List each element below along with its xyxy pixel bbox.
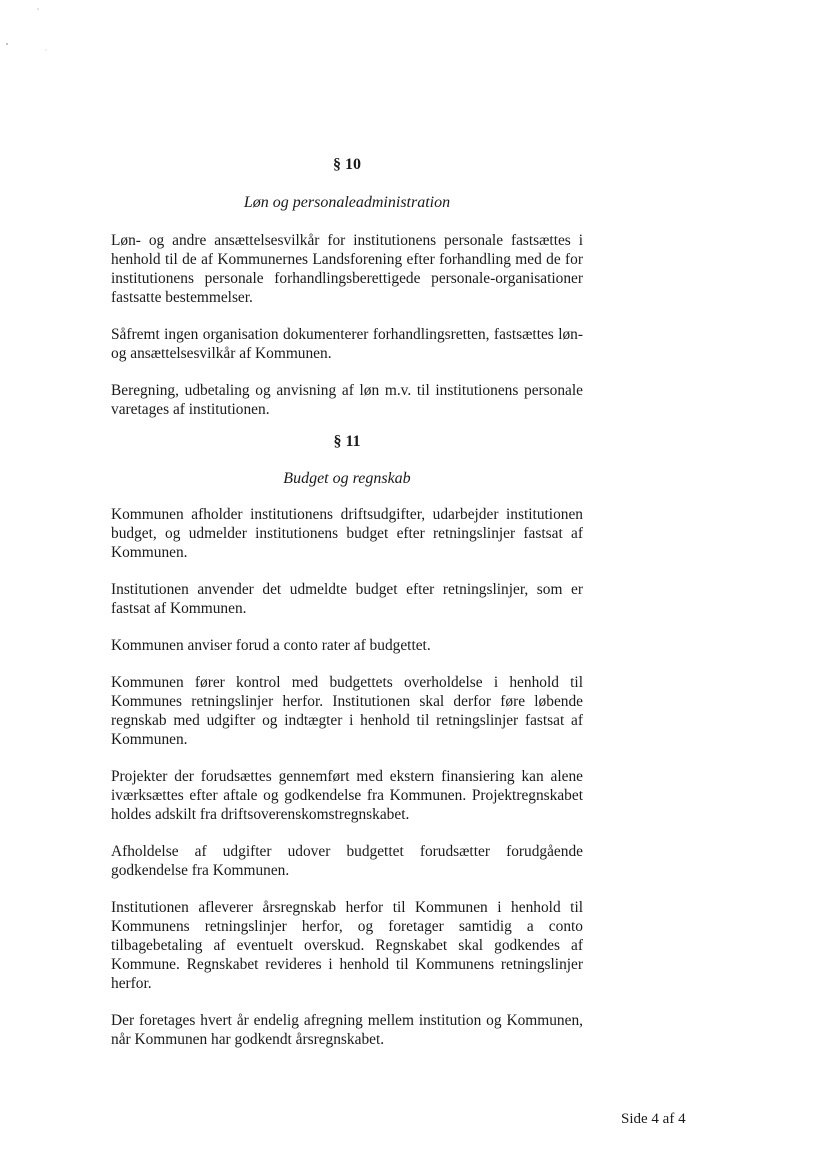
paragraph: Afholdelse af udgifter udover budgettet forudsætter forudgående godkendelse fra Kommunen. (111, 843, 583, 879)
paragraph: Løn- og andre ansættelsesvilkår for institutionens personale fastsættes i henhold til de af Kommunernes Landsforening efter forhandling med de for institutionens personale forhandlingsberettigede personale-organisationer fastsatte bestemmelser. (111, 232, 583, 306)
paragraph: Beregning, udbetaling og anvisning af løn m.v. til institutionens personale varetages af institutionen. (111, 382, 583, 418)
section-10 (111, 155, 583, 419)
paragraph: Såfremt ingen organisation dokumenterer forhandlingsretten, fastsættes løn- og ansættelsesvilkår af Kommunen. (111, 326, 583, 362)
paragraph: Der foretages hvert år endelig afregning mellem institution og Kommunen, når Kommunen har godkendt årsregnskabet. (111, 1012, 583, 1048)
document-body (111, 155, 583, 1049)
section-11-number: § 11 (333, 433, 361, 450)
section-11-title: Budget og regnskab (283, 470, 411, 487)
section-10-title: Løn og personaleadministration (243, 194, 451, 211)
paragraph: Institutionen anvender det udmeldte budget efter retningslinjer, som er fastsat af Kommunen. (111, 581, 583, 617)
paragraph: Projekter der forudsættes gennemført med ekstern finansiering kan alene iværksættes efter aftale og godkendelse fra Kommunen. Projektregnskabet holdes adskilt fra driftsoverenskomstregnskabet. (111, 768, 583, 823)
section-10-number: § 10 (333, 156, 361, 173)
section-11-paragraphs (111, 505, 583, 1049)
paragraph: Kommunen anviser forud a conto rater af budgettet. (111, 637, 431, 654)
paragraph: Kommunen afholder institutionens driftsudgifter, udarbejder institutionen budget, og udmelder institutionens budget efter retningslinjer fastsat af Kommunen. (111, 506, 583, 561)
paragraph: Kommunen fører kontrol med budgettets overholdelse i henhold til Kommunes retningslinjer herfor. Institutionen skal derfor føre løbende regnskab med udgifter og indtægter i henhold til retningslinjer fastsat af Kommunen. (111, 674, 583, 748)
page-number: Side 4 af 4 (621, 1111, 686, 1127)
scan-specks (0, 0, 60, 60)
section-10-paragraphs (111, 231, 583, 419)
paragraph: Institutionen afleverer årsregnskab herfor til Kommunen i henhold til Kommunens retningslinjer herfor, og foretager samtidig a conto tilbagebetaling af eventuelt overskud. Regnskabet skal godkendes af Kommune. Regnskabet revideres i henhold til Kommunens retningslinjer herfor. (111, 899, 583, 992)
section-11 (111, 432, 583, 1049)
